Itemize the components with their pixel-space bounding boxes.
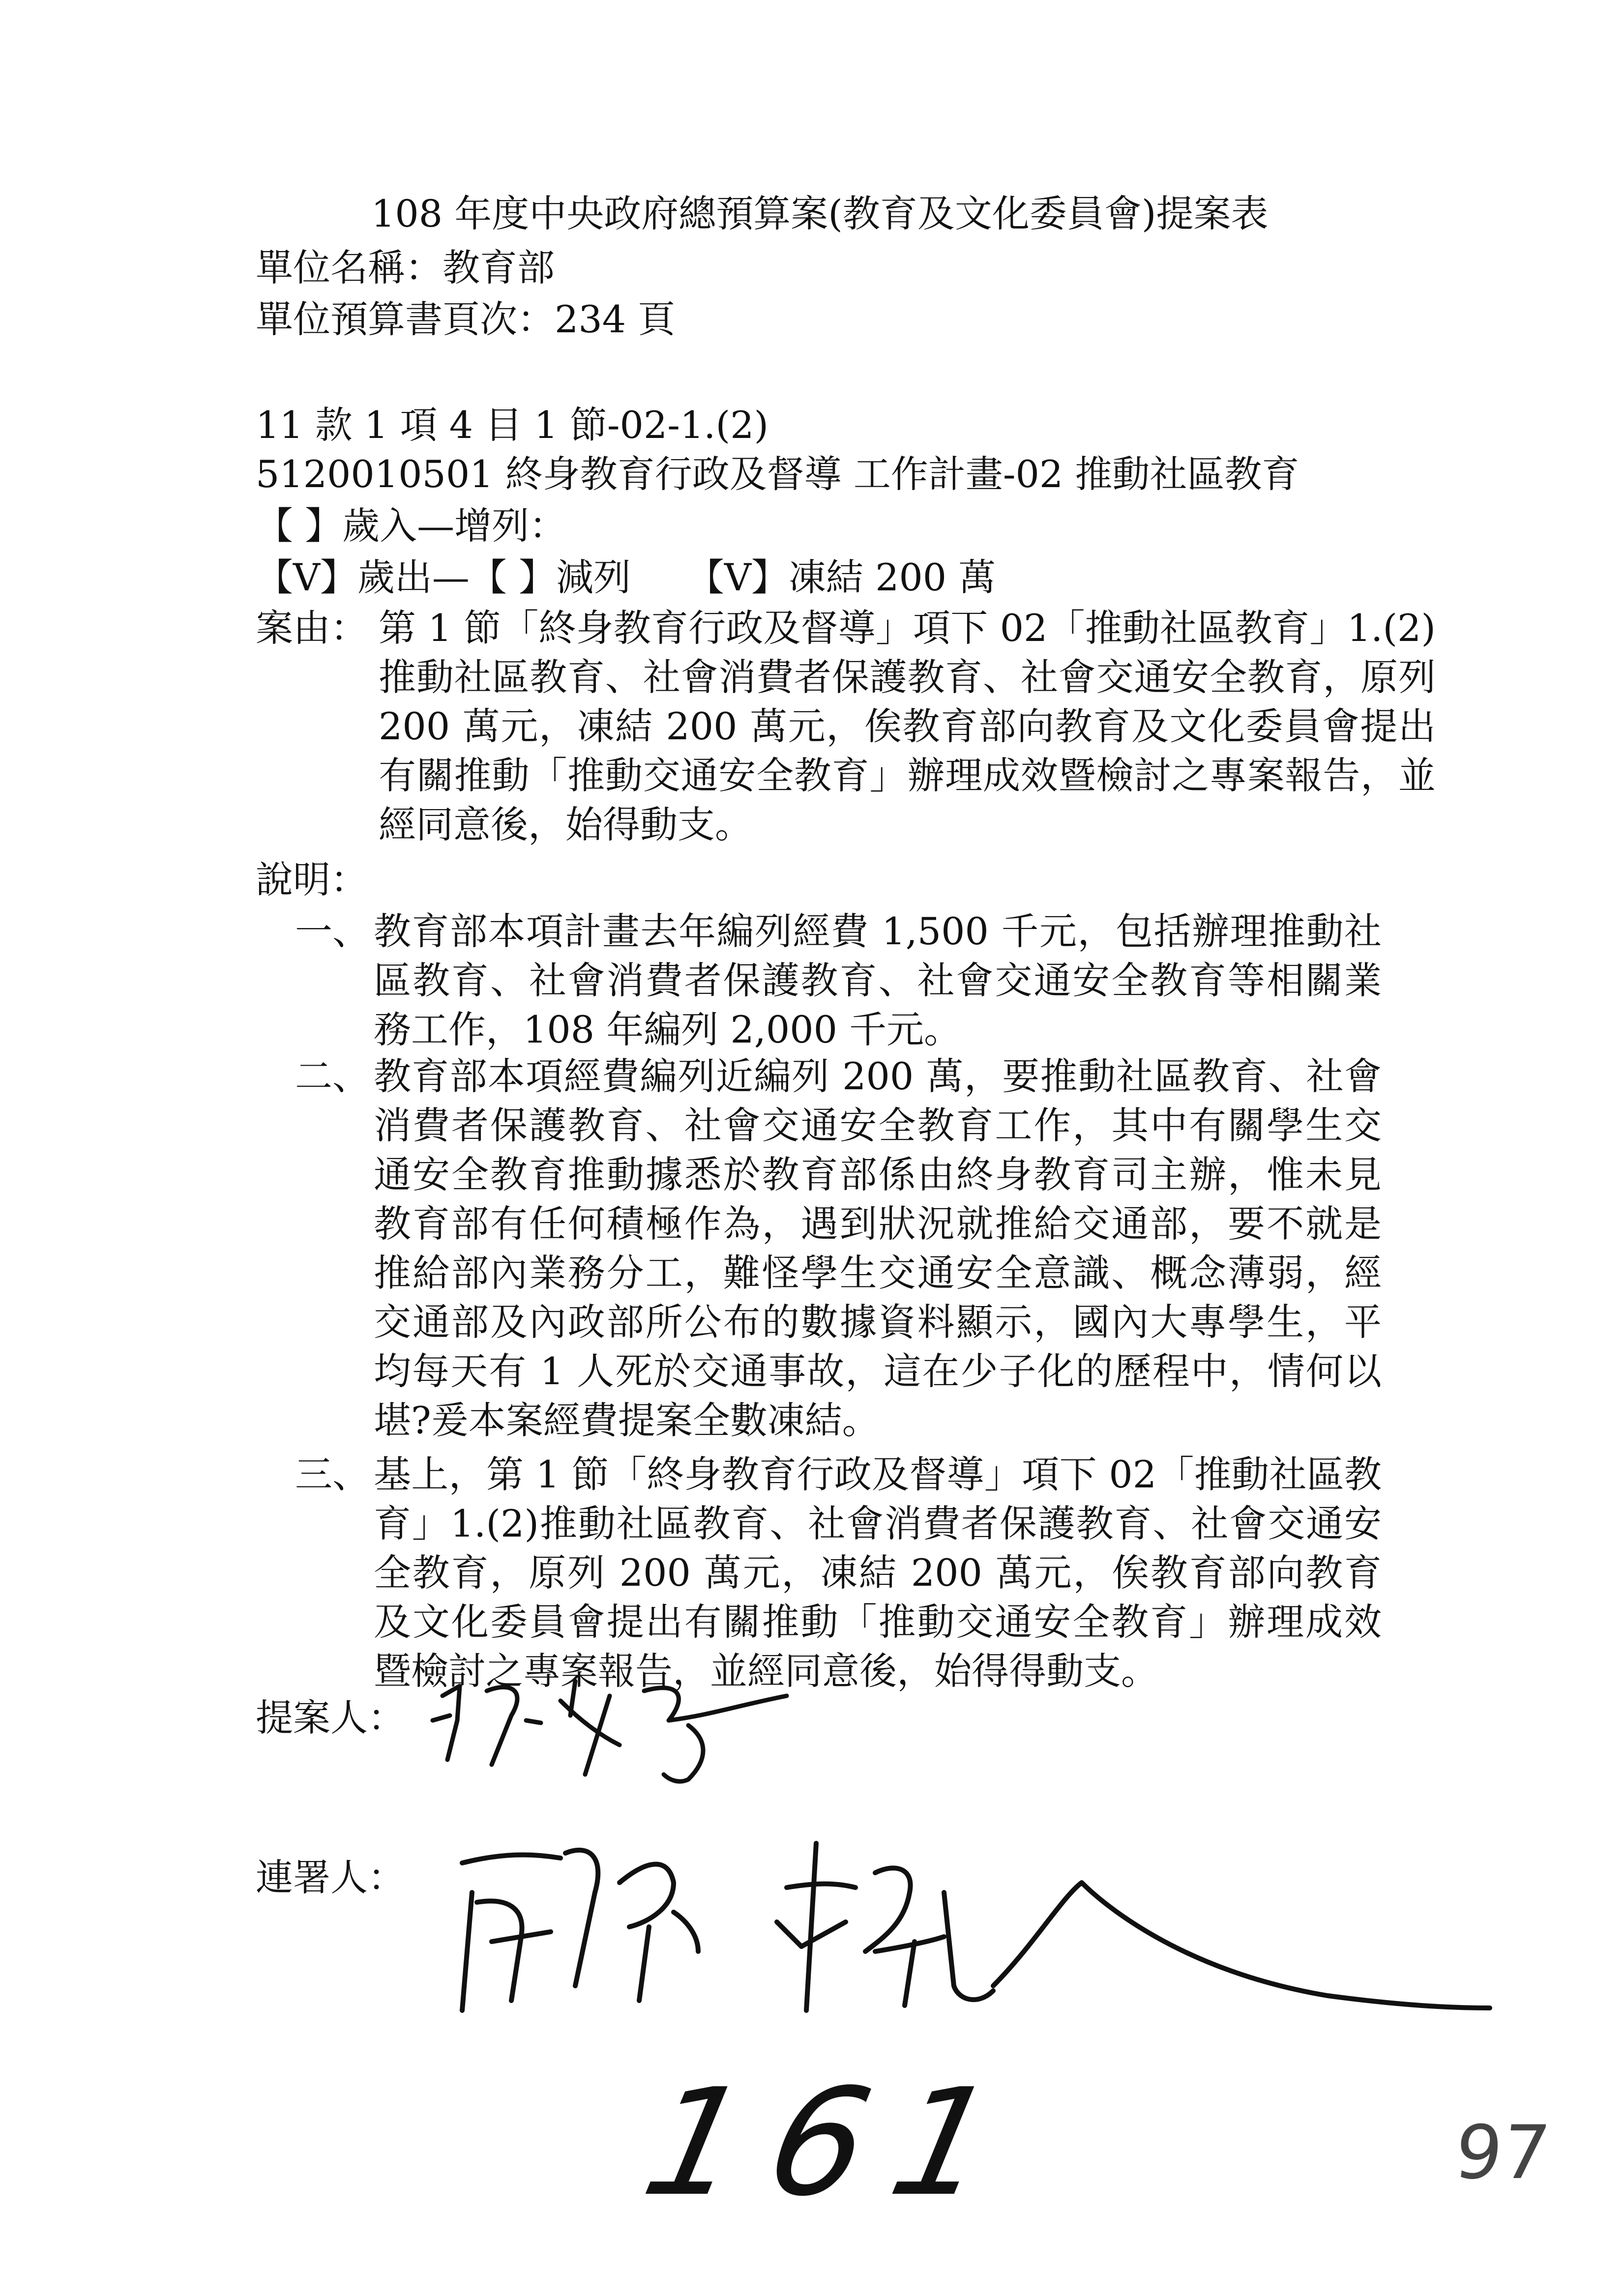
unit-name: 單位名稱：教育部: [256, 246, 555, 290]
plan-line: 5120010501 終身教育行政及督導 工作計畫-02 推動社區教育: [256, 452, 1299, 496]
reason-label: 案由：: [256, 606, 368, 650]
document-title: 108 年度中央政府總預算案(教育及文化委員會)提案表: [371, 192, 1269, 235]
cosigner-label: 連署人：: [256, 1856, 405, 1899]
expenditure-category: 【V】歲出—【 】減列 【V】凍結 200 萬: [256, 555, 996, 599]
item-number: 一、: [295, 909, 370, 953]
proposer-signature-strokes: [413, 1661, 816, 1789]
proposer-signature: [413, 1661, 816, 1789]
proposer-label: 提案人：: [256, 1696, 405, 1740]
handwritten-corner-number: 97: [1450, 2110, 1554, 2196]
item-number: 二、: [295, 1054, 370, 1098]
explanation-label: 說明：: [256, 858, 368, 901]
handwritten-page-number: 161: [631, 2057, 1037, 2229]
item-text: 教育部本項經費編列近編列 200 萬，要推動社區教育、社會消費者保護教育、社會交通安全教育工作，其中有關學生交通安全教育推動據悉於教育部係由終身教育司主辦，惟未見教育部有任何積極作為，遇到狀況就推給交通部，要不就是推給部內業務分工，難怪學生交通安全意識、概念薄弱，經交通部及內政部所公布的數據資料顯示，國內大專學生，平均每天有 1 人死於交通事故，這在少子化的歷程中，情何以堪?爰本案經費提案全數凍結。: [374, 1054, 1382, 1442]
item-text: 教育部本項計畫去年編列經費 1,500 千元，包括辦理推動社區教育、社會消費者保護教育、社會交通安全教育等相關業務工作，108 年編列 2,000 千元。: [374, 909, 1382, 1051]
cosigner-signature-strokes: [443, 1824, 1500, 2030]
reason-text: 第 1 節「終身教育行政及督導」項下 02「推動社區教育」1.(2)推動社區教育、社會消費者保護教育、社會交通安全教育，原列 200 萬元，凍結 200 萬元，俟教育部向教育及文化委員會提出有關推動「推動交通安全教育」辦理成效暨檢討之專案報告，並經同意後，始得動支。: [379, 606, 1436, 846]
revenue-category: 【 】歲入—增列：: [256, 504, 567, 548]
cosigner-signature: [443, 1824, 1500, 2030]
item-number: 三、: [295, 1453, 370, 1496]
item-text: 基上，第 1 節「終身教育行政及督導」項下 02「推動社區教育」1.(2)推動社區教育、社會消費者保護教育、社會交通安全教育，原列 200 萬元，凍結 200 萬元，俟教育部向教育及文化委員會提出有關推動「推動交通安全教育」辦理成效暨檢討之專案報告，並經同意後，始得得動支。: [374, 1453, 1382, 1693]
section-code: 11 款 1 項 4 目 1 節-02-1.(2): [256, 403, 769, 447]
budget-page-ref: 單位預算書頁次：234 頁: [256, 297, 676, 341]
